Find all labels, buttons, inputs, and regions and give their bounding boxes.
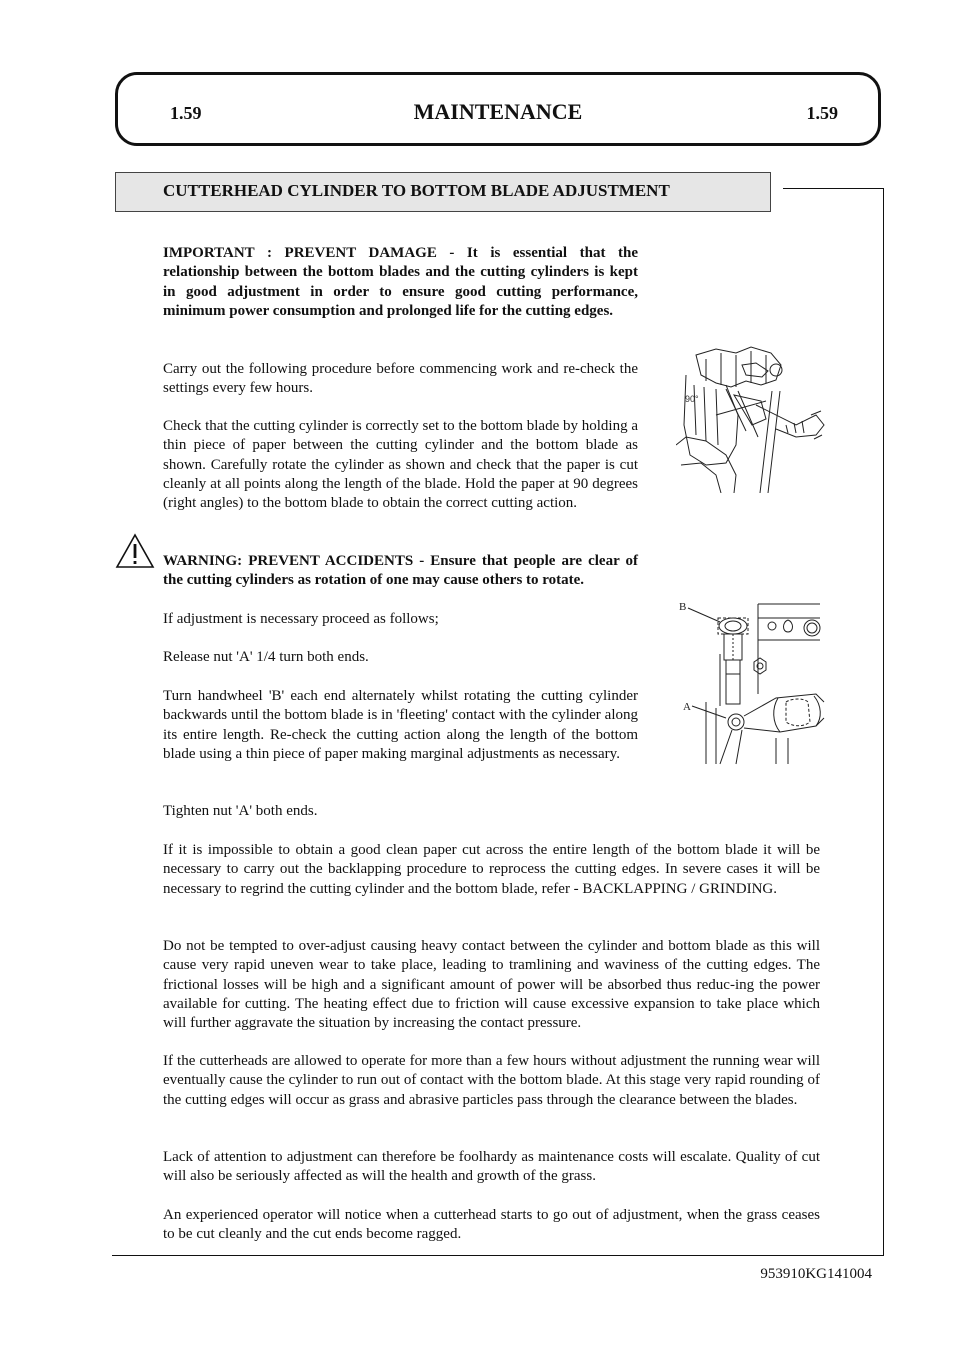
page-number-right: 1.59 [806, 103, 838, 123]
label-b: B [679, 601, 687, 613]
paragraph-check: Check that the cutting cylinder is correctly set to the bottom blade by holding a thin piece of paper between the cutting cylinder and the bottom blade as shown. Carefully rotate the cylinder as shown and check that the paper is cut cleanly at all points along the length of the blade. Hold the paper at 90 degrees (right angles) to the bottom blade to obtain the correct cutting action. [163, 418, 638, 512]
paragraph-experienced: An experienced operator will notice when a cutterhead starts to go out of adjustment, when the grass ceases to be cut cleanly and the cut ends become ragged. [163, 1207, 820, 1243]
paragraph-release: Release nut 'A' 1/4 turn both ends. [163, 649, 369, 665]
document-code: 953910KG141004 [760, 1266, 872, 1282]
label-a: A [683, 701, 691, 713]
paragraph-tighten: Tighten nut 'A' both ends. [163, 803, 318, 819]
section-title: CUTTERHEAD CYLINDER TO BOTTOM BLADE ADJUSTMENT [163, 181, 670, 200]
paragraph-lack: Lack of attention to adjustment can therefore be foolhardy as maintenance costs will escalate. Quality of cut will also be seriously affected as will the health and growth of the grass. [163, 1149, 820, 1185]
paragraph-if-cutterheads: If the cutterheads are allowed to operate for more than a few hours without adjustment the running wear will eventually cause the cylinder to run out of contact with the bottom blade. At this stage very rapid rounding of the cutting edges will occur as grass and abrasive particles pass through the clearance between the blades. [163, 1053, 820, 1108]
paper-check-illustration [676, 345, 826, 493]
paragraph-carry-out: Carry out the following procedure before commencing work and re-check the settings every few hours. [163, 361, 638, 397]
paragraph-if-adjust: If adjustment is necessary proceed as follows; [163, 611, 439, 627]
page-number-left: 1.59 [170, 103, 202, 123]
frame-line-right [883, 188, 884, 1256]
warning-triangle-icon [115, 533, 155, 569]
paragraph-turn: Turn handwheel 'B' each end alternately whilst rotating the cutting cylinder backwards until the bottom blade is in 'fleeting' contact with the cylinder along its entire length. Re-check the cutting action along the length of the bottom blade using a thin piece of paper making marginal adjustments as necessary. [163, 688, 638, 762]
warning-notice: WARNING: PREVENT ACCIDENTS - Ensure that people are clear of the cutting cylinders as rotation of one may cause others to rotate. [163, 553, 638, 589]
paragraph-impossible: If it is impossible to obtain a good clean paper cut across the entire length of the bottom blade it will be necessary to carry out the backlapping procedure to reprocess the cutting edges. In severe cases it will be necessary to regrind the cutting cylinder and the bottom blade, refer - BACKLAPPING / GRINDING. [163, 842, 820, 897]
angle-label: 90° [685, 394, 699, 404]
page-title: MAINTENANCE [413, 99, 583, 124]
section-heading-box [115, 172, 771, 212]
paragraph-do-not: Do not be tempted to over-adjust causing heavy contact between the cylinder and bottom blade as this will cause very rapid uneven wear to take place, leading to tramlining and waviness of the cutting edges. The frictional losses will be high and a significant amount of power will be absorbed thus reduc-ing the power available for cutting. The heating effect due to friction will cause excessive expansion to take place which will further aggravate the situation by increasing the contact pressure. [163, 938, 820, 1032]
adjuster-diagram [676, 598, 826, 768]
frame-line-top [783, 188, 884, 189]
important-notice: IMPORTANT : PREVENT DAMAGE - It is essential that the relationship between the bottom blades and the cutting cylinders is kept in good adjustment in order to ensure good cutting performance, minimum power consumption and prolonged life for the cutting edges. [163, 245, 638, 319]
frame-line-bottom [112, 1255, 884, 1256]
page-header [115, 72, 881, 146]
